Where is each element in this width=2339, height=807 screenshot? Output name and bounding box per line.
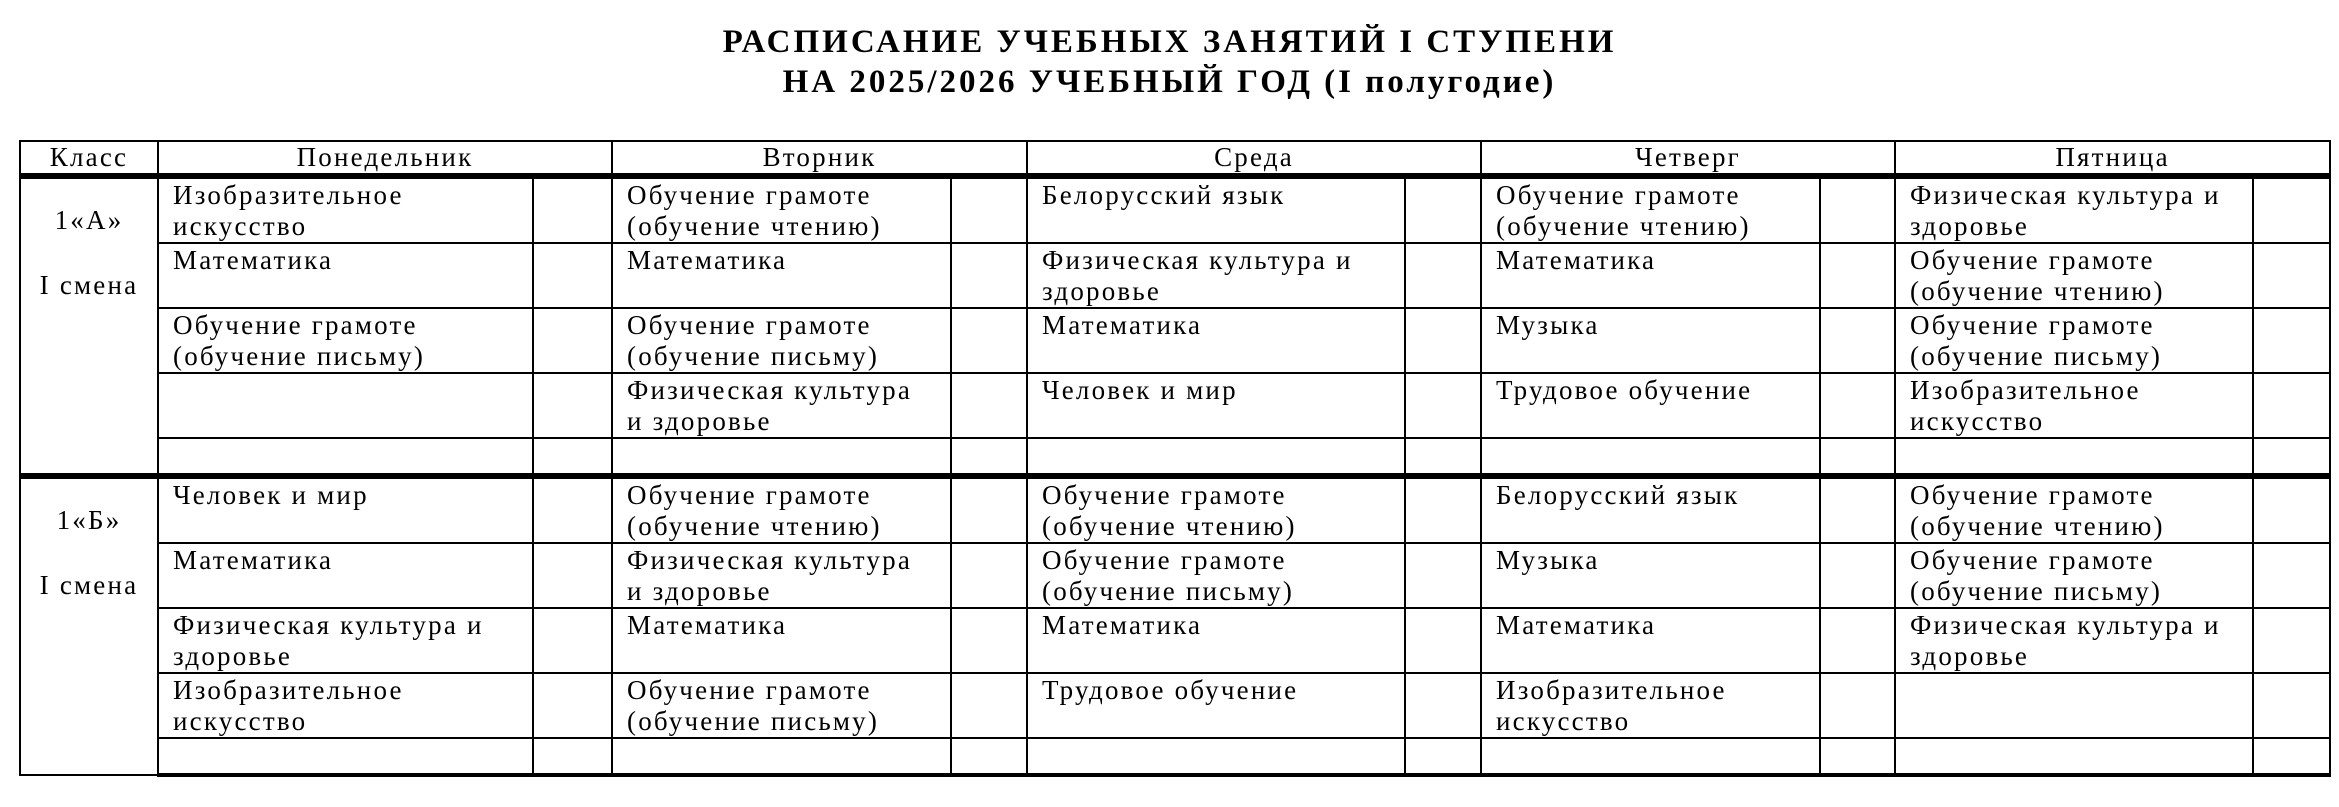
room-cell-thursday — [1820, 476, 1895, 543]
subject-cell-thursday: Обучение грамоте (обучение чтению) — [1481, 176, 1820, 243]
room-cell-monday — [533, 673, 612, 738]
subject-cell-friday: Физическая культура и здоровье — [1895, 608, 2253, 673]
room-cell-friday — [2253, 608, 2330, 673]
subject-cell-friday: Обучение грамоте (обучение чтению) — [1895, 476, 2253, 543]
room-cell-tuesday — [951, 476, 1027, 543]
subject-cell-monday: Математика — [158, 243, 533, 308]
room-cell-wednesday — [1405, 543, 1481, 608]
class-name: 1«А» — [54, 205, 124, 235]
subject-cell-tuesday — [612, 738, 951, 775]
subject-cell-thursday: Математика — [1481, 608, 1820, 673]
subject-cell-thursday — [1481, 738, 1820, 775]
room-cell-friday — [2253, 176, 2330, 243]
room-cell-wednesday — [1405, 373, 1481, 438]
room-cell-thursday — [1820, 738, 1895, 775]
subject-cell-monday: Изобразительное искусство — [158, 673, 533, 738]
subject-cell-wednesday: Обучение грамоте (обучение письму) — [1027, 543, 1405, 608]
room-cell-wednesday — [1405, 738, 1481, 775]
header-day-friday: Пятница — [1895, 141, 2330, 176]
table-row — [20, 176, 2330, 243]
title-line-1: РАСПИСАНИЕ УЧЕБНЫХ ЗАНЯТИЙ I СТУПЕНИ — [722, 24, 1617, 60]
class-cell — [20, 176, 158, 476]
schedule-body — [20, 176, 2330, 775]
room-cell-thursday — [1820, 176, 1895, 243]
subject-cell-tuesday: Обучение грамоте (обучение чтению) — [612, 176, 951, 243]
room-cell-wednesday — [1405, 176, 1481, 243]
room-cell-friday — [2253, 673, 2330, 738]
room-cell-thursday — [1820, 438, 1895, 476]
subject-cell-tuesday: Физическая культура и здоровье — [612, 373, 951, 438]
subject-cell-thursday: Музыка — [1481, 308, 1820, 373]
subject-cell-thursday: Белорусский язык — [1481, 476, 1820, 543]
header-row — [20, 141, 2330, 176]
subject-cell-wednesday: Математика — [1027, 308, 1405, 373]
room-cell-monday — [533, 608, 612, 673]
header-day-tuesday: Вторник — [612, 141, 1027, 176]
subject-cell-friday: Физическая культура и здоровье — [1895, 176, 2253, 243]
subject-cell-monday: Физическая культура и здоровье — [158, 608, 533, 673]
room-cell-friday — [2253, 308, 2330, 373]
room-cell-wednesday — [1405, 243, 1481, 308]
room-cell-monday — [533, 243, 612, 308]
title-line-2: НА 2025/2026 УЧЕБНЫЙ ГОД (I полугодие) — [782, 64, 1557, 100]
header-class: Класс — [20, 141, 158, 176]
room-cell-wednesday — [1405, 673, 1481, 738]
subject-cell-monday: Математика — [158, 543, 533, 608]
room-cell-wednesday — [1405, 438, 1481, 476]
room-cell-tuesday — [951, 243, 1027, 308]
subject-cell-wednesday: Физическая культура и здоровье — [1027, 243, 1405, 308]
subject-cell-thursday: Трудовое обучение — [1481, 373, 1820, 438]
room-cell-monday — [533, 308, 612, 373]
schedule-table — [19, 140, 2331, 777]
room-cell-tuesday — [951, 608, 1027, 673]
room-cell-friday — [2253, 476, 2330, 543]
table-row — [20, 543, 2330, 608]
room-cell-thursday — [1820, 243, 1895, 308]
subject-cell-monday: Изобразительное искусство — [158, 176, 533, 243]
class-shift: I смена — [39, 270, 139, 300]
room-cell-wednesday — [1405, 308, 1481, 373]
class-name: 1«Б» — [56, 505, 122, 535]
subject-cell-tuesday — [612, 438, 951, 476]
class-cell — [20, 476, 158, 775]
subject-cell-wednesday: Белорусский язык — [1027, 176, 1405, 243]
subject-cell-monday — [158, 738, 533, 775]
room-cell-tuesday — [951, 176, 1027, 243]
room-cell-tuesday — [951, 438, 1027, 476]
subject-cell-friday: Изобразительное искусство — [1895, 373, 2253, 438]
subject-cell-friday: Обучение грамоте (обучение чтению) — [1895, 243, 2253, 308]
room-cell-monday — [533, 543, 612, 608]
subject-cell-wednesday — [1027, 438, 1405, 476]
room-cell-tuesday — [951, 308, 1027, 373]
table-row — [20, 438, 2330, 476]
subject-cell-friday — [1895, 738, 2253, 775]
room-cell-monday — [533, 738, 612, 775]
subject-cell-monday — [158, 373, 533, 438]
room-cell-friday — [2253, 438, 2330, 476]
subject-cell-monday: Человек и мир — [158, 476, 533, 543]
header-day-thursday: Четверг — [1481, 141, 1895, 176]
subject-cell-tuesday: Математика — [612, 608, 951, 673]
class-shift: I смена — [39, 570, 139, 600]
subject-cell-friday: Обучение грамоте (обучение письму) — [1895, 543, 2253, 608]
subject-cell-thursday — [1481, 438, 1820, 476]
subject-cell-thursday: Математика — [1481, 243, 1820, 308]
table-row — [20, 673, 2330, 738]
room-cell-thursday — [1820, 608, 1895, 673]
table-row — [20, 476, 2330, 543]
subject-cell-thursday: Изобразительное искусство — [1481, 673, 1820, 738]
table-row — [20, 608, 2330, 673]
room-cell-wednesday — [1405, 476, 1481, 543]
table-row — [20, 308, 2330, 373]
room-cell-tuesday — [951, 673, 1027, 738]
room-cell-wednesday — [1405, 608, 1481, 673]
room-cell-thursday — [1820, 308, 1895, 373]
room-cell-thursday — [1820, 373, 1895, 438]
subject-cell-wednesday: Обучение грамоте (обучение чтению) — [1027, 476, 1405, 543]
header-day-wednesday: Среда — [1027, 141, 1481, 176]
subject-cell-wednesday: Человек и мир — [1027, 373, 1405, 438]
subject-cell-tuesday: Математика — [612, 243, 951, 308]
room-cell-monday — [533, 176, 612, 243]
subject-cell-monday: Обучение грамоте (обучение письму) — [158, 308, 533, 373]
subject-cell-friday — [1895, 438, 2253, 476]
room-cell-friday — [2253, 543, 2330, 608]
subject-cell-friday — [1895, 673, 2253, 738]
table-row — [20, 373, 2330, 438]
room-cell-friday — [2253, 243, 2330, 308]
table-row — [20, 243, 2330, 308]
subject-cell-thursday: Музыка — [1481, 543, 1820, 608]
subject-cell-wednesday: Математика — [1027, 608, 1405, 673]
subject-cell-tuesday: Обучение грамоте (обучение письму) — [612, 308, 951, 373]
subject-cell-wednesday: Трудовое обучение — [1027, 673, 1405, 738]
room-cell-monday — [533, 438, 612, 476]
subject-cell-wednesday — [1027, 738, 1405, 775]
room-cell-thursday — [1820, 543, 1895, 608]
subject-cell-tuesday: Физическая культура и здоровье — [612, 543, 951, 608]
room-cell-tuesday — [951, 373, 1027, 438]
room-cell-monday — [533, 476, 612, 543]
subject-cell-friday: Обучение грамоте (обучение письму) — [1895, 308, 2253, 373]
room-cell-tuesday — [951, 738, 1027, 775]
subject-cell-tuesday: Обучение грамоте (обучение письму) — [612, 673, 951, 738]
room-cell-thursday — [1820, 673, 1895, 738]
room-cell-monday — [533, 373, 612, 438]
document-title — [0, 22, 2339, 102]
subject-cell-monday — [158, 438, 533, 476]
room-cell-friday — [2253, 738, 2330, 775]
header-day-monday: Понедельник — [158, 141, 612, 176]
subject-cell-tuesday: Обучение грамоте (обучение чтению) — [612, 476, 951, 543]
room-cell-friday — [2253, 373, 2330, 438]
table-row — [20, 738, 2330, 775]
room-cell-tuesday — [951, 543, 1027, 608]
